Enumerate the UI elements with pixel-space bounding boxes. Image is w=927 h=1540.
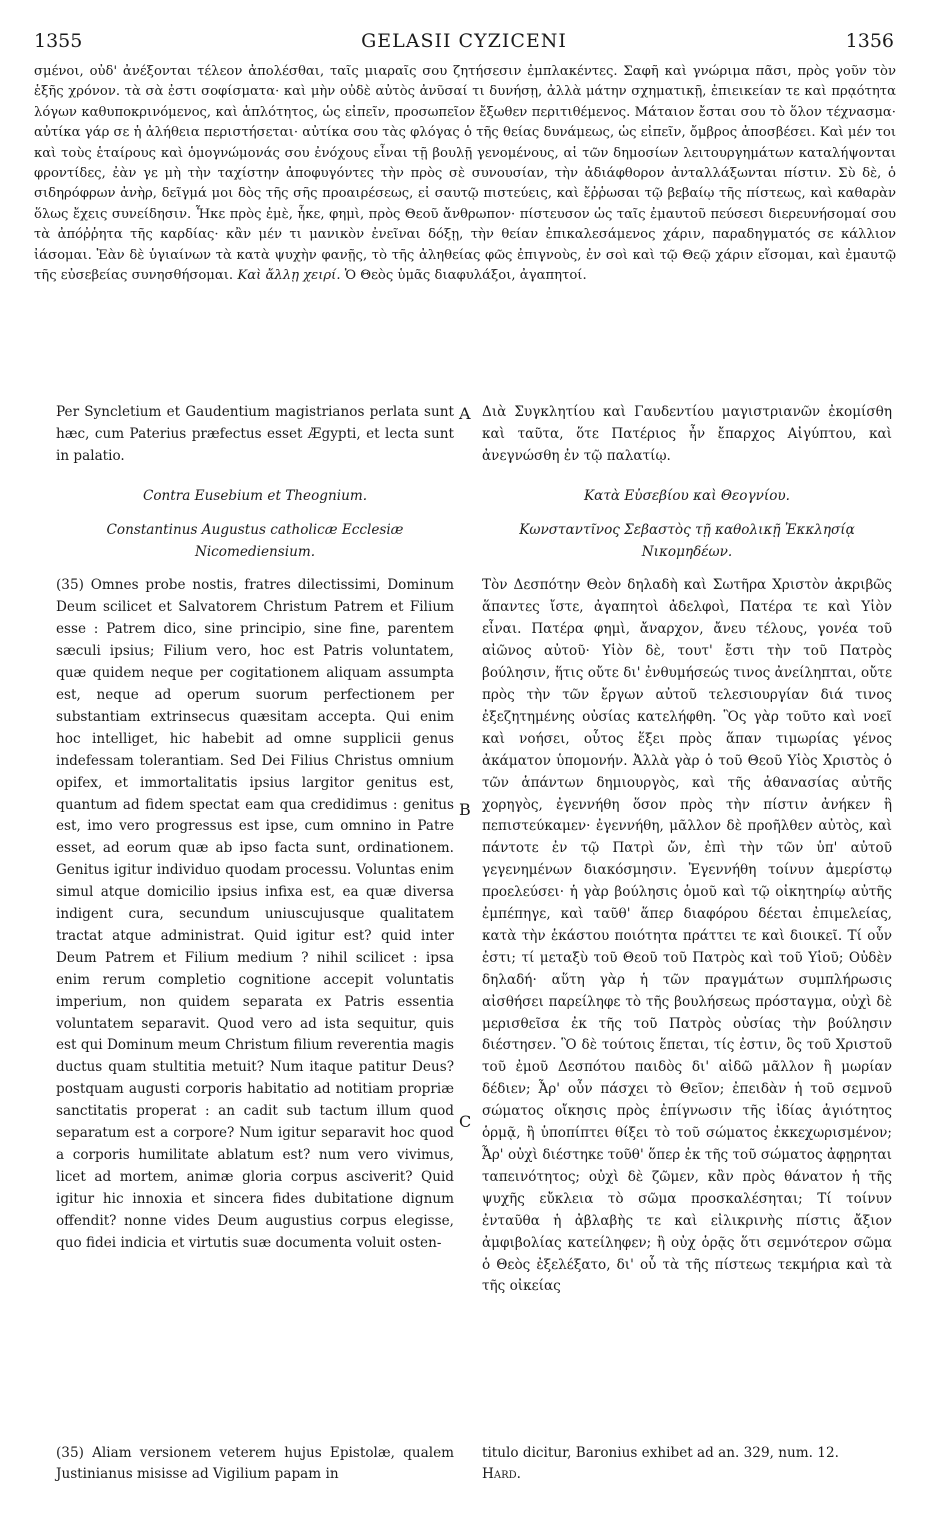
margin-marker-b: B: [459, 800, 471, 819]
greek-continuation-text: [34, 62, 896, 286]
latin-heading-address: Constantinus Augustus catholicæ Ecclesiæ Nicomediensium.: [106, 521, 404, 560]
latin-column: [56, 402, 454, 1255]
greek-top-end: Ὁ Θεὸς ὑμᾶς διαφυλάξοι, ἀγαπητοί.: [344, 268, 587, 284]
greek-body: Τὸν Δεσπότην Θεὸν δηλαδὴ καὶ Σωτῆρα Χριστὸν ἀκριβῶς ἅπαντες ἴστε, ἀγαπητοὶ ἀδελφοὶ, Πατέρα τε καὶ Υἱὸν εἶναι. Πατέρα φημὶ, ἄναρχον, ἄνευ τέλους, γονέα τοῦ αἰῶνος αὐτοῦ· Υἱὸν δὲ, τουτ' ἔστι τὴν τοῦ Πατρὸς βούλησιν, ἥτις οὔτε δι' ἐνθυμήσεώς τινος ἀνείληπται, οὔτε πρὸς τὴν τῶν ἔργων αὐτοῦ τελεσιουργίαν διά τινος ἐξεζητημένης οὐσίας κατελήφθη. Ὃς γὰρ τοῦτο καὶ νοεῖ καὶ νοήσει, οὗτος ἕξει πρὸς ἅπαν τιμωρίας γένος ἀκάματον ὑπομονήν. Ἀλλὰ γὰρ ὁ τοῦ Θεοῦ Υἱὸς Χριστὸς ὁ τῶν ἁπάντων δημιουργὸς, καὶ τῆς ἀθανασίας αὐτῆς χορηγὸς, ἐγεννήθη ὅσον πρὸς τὴν πίστιν ἀνήκεν ἣ πεπιστεύκαμεν· ἐγεννήθη, μᾶλλον δὲ προῆλθεν αὐτὸς, καὶ πάντοτε ἐν τῷ Πατρὶ ὤν, ἐπὶ τὴν τῶν ὑπ' αὐτοῦ γεγενημένων διακόσμησιν. Ἐγεννήθη τοίνυν ἀμερίστῳ προελεύσει· ἡ γὰρ βούλησις ὁμοῦ καὶ τῷ οἰκητηρίῳ αὐτῆς ἐμπέπηγε, καὶ ταῦθ' ἅπερ διαφόρου δέεται ἐπιμελείας, κατὰ τὴν ἑκάστου ποιότητα πράττει τε καὶ διοικεῖ. Τί οὖν ἐστι; τί μεταξὺ τοῦ Θεοῦ τοῦ Πατρὸς καὶ τοῦ Υἱοῦ; Οὐδὲν δηλαδή· αὕτη γὰρ ἡ τῶν πραγμάτων συμπλήρωσις αἰσθήσει παρείληφε τὸ τῆς βουλήσεως πρόσταγμα, οὐχὶ δὲ μερισθεῖσα ἐκ τῆς τοῦ Πατρὸς οὐσίας τὴν βούλησιν διέστησεν. Ὃ δὲ τούτοις ἕπεται, τίς ἐστιν, ὃς τοῦ Χριστοῦ τοῦ ἐμοῦ Δεσπότου παιδὸς δι' αἰδῶ μᾶλλον ἢ μωρίαν δέδιεν; Ἆρ' οὖν πάσχει τὸ Θεῖον; ἐπειδὰν ἡ τοῦ σεμνοῦ σώματος οἴκησις πρὸς ἐπίγνωσιν τῆς ἰδίας ἁγιότητος ὁρμᾷ, ἢ ὑποπίπτει θίξει τὸ τοῦ σώματος ἐκκεχωρισμένον; Ἆρ' οὐχὶ διέστηκε τοῦθ' ὅπερ ἐκ τῆς τοῦ σώματος ἀφῃρηται ταπεινότητος; οὐχὶ δὲ ζῶμεν, κἂν πρὸς θάνατον ἡ τῆς ψυχῆς εὔκλεια τὸ σῶμα προσκαλέσηται; Τί τοίνυν ἐνταῦθα ἡ ἀβλαβὴς τε καὶ εἰλικρινὴς πίστις ἄξιον ἀμφιβολίας κατείληφεν; ἢ οὐχ ὁρᾷς ὅτι σεμνότερον σῶμα ὁ Θεὸς ἐξελέξατο, δι' οὗ τὰ τῆς πίστεως τεκμήρια καὶ τὰ τῆς οἰκείας: [482, 577, 892, 1295]
greek-intro: Διὰ Συγκλητίου καὶ Γαυδεντίου μαγιστριανῶν ἐκομίσθη καὶ ταῦτα, ὅτε Πατέριος ἦν ἔπαρχος Αἰγύπτου, καὶ ἀνεγνώσθη ἐν τῷ παλατίῳ.: [482, 404, 892, 464]
greek-heading-contra: Κατὰ Εὐσεβίου καὶ Θεογνίου.: [584, 487, 790, 504]
footnote-right: [482, 1443, 892, 1485]
page-header: [34, 28, 894, 60]
latin-heading-contra: Contra Eusebium et Theognium.: [142, 487, 368, 504]
margin-marker-c: C: [459, 1112, 472, 1131]
greek-top-body: σμένοι, οὐδ' ἀνέξονται τέλεον ἀπολέσθαι, ταῖς μιαραῖς σου ζητήσεσιν ἐμπλακέντες. Σαφῆ καὶ γνώριμα πᾶσι, πρὸς γοῦν τὸν ἑξῆς χρόνον. τὰ σὰ ἐστι σοφίσματα· καὶ μὴν οὐδὲ αὐτὸς ἀνῦσαί τι δυνήσῃ, ἀλλὰ μάτην σχηματικῇ, ἐπιεικείαν τε καὶ πρᾳότητα λόγων καθυποκρινόμενος, καὶ ἁπλότητος, ὡς εἰπεῖν, προσωπεῖον ἔξωθεν περιτιθέμενος. Μάταιον ἔσται σου τὸ ὅλον τέχνασμα· αὐτίκα γάρ σε ἡ ἀλήθεια περιστήσεται· αὐτίκα σου τὰς φλόγας ὁ τῆς θείας δυνάμεως, ὡς εἰπεῖν, ὄμβρος ἀποσβέσει. Καὶ μέν τοι καὶ τοὺς ἑταίρους καὶ ὁμογνώμονάς σου ἐνόχους εἶναι τῇ βουλῇ γενομένους, αἱ τῶν δημοσίων λειτουργημάτων καταλήψονται φροντίδες, ἐὰν γε μὴ τὴν ταχίστην ἀποφυγόντες τὴν πρὸς σὲ συνουσίαν, τὴν ἀδιάφθορον ἀνταλλάξωνται πίστιν. Σὺ δὲ, ὁ σιδηρόφρων ἀνὴρ, δεῖγμά μοι δὸς τῆς σῆς προαιρέσεως, εἰ σαυτῷ πιστεύεις, καὶ ἔῤῥωσαι τῷ βεβαίῳ τῆς πίστεως, καὶ καθαρὰν ὅλως ἔχεις συνείδησιν. Ἧκε πρὸς ἐμὲ, ἧκε, φημὶ, πρὸς Θεοῦ ἄνθρωπον· πίστευσον ὡς ταῖς ἐμαυτοῦ πεύσεσι διερευνήσομαί σου τὰ ἀπόῤῥητα τῆς καρδίας· κἂν μέν τι μανικὸν ἐνεῖναι δόξῃ, τὴν θείαν ἐπικαλεσάμενος χάριν, παραδηγματός σε κάλλιον ἰάσομαι. Ἐὰν δὲ ὑγιαίνων τὰ κατὰ ψυχὴν φανῇς, τὸ τῆς ἀληθείας φῶς ἐπιγνοὺς, ἐν σοὶ καὶ τῷ Θεῷ χάριν εἴσομαι, καὶ ἐμαυτῷ τῆς εὐσεβείας συνησθήσομαι.: [34, 64, 896, 284]
page-number-right: 1356: [845, 30, 894, 52]
footnote-left: (35) Aliam versionem veterem hujus Epistolæ, qualem Justinianus misisse ad Vigilium papam in: [56, 1445, 454, 1482]
running-title: GELASII CYZICENI: [361, 30, 567, 52]
greek-column: [482, 402, 892, 1298]
margin-marker-a: A: [459, 404, 471, 423]
greek-top-italic: Καὶ ἄλλῃ χειρί.: [237, 268, 341, 284]
footnote-signature: Hard.: [482, 1466, 521, 1482]
latin-intro: Per Syncletium et Gaudentium magistrianos perlata sunt hæc, cum Paterius præfectus esset Ægypti, et lecta sunt in palatio.: [56, 404, 454, 464]
footnote-right-text: titulo dicitur, Baronius exhibet ad an. 329, num. 12.: [482, 1445, 839, 1461]
greek-heading-address: Κωνσταντῖνος Σεβαστὸς τῇ καθολικῇ Ἐκκλησίᾳ Νικομηδέων.: [519, 521, 855, 560]
page-number-left: 1355: [34, 30, 83, 52]
latin-body: (35) Omnes probe nostis, fratres dilectissimi, Dominum Deum scilicet et Salvatorem Christum Patrem et Filium esse : Patrem dico, sine principio, sine fine, parentem sæculi ipsius; Filium vero, hoc est Patris voluntatem, quæ quidem neque per cogitationem aliquam assumpta est, neque ad operum suorum perfectionem per substantiam extrinsecus quæsitam accepta. Qui enim hoc intelliget, hic habebit ad omne supplicii genus indefessam tolerantiam. Sed Dei Filius Christus omnium opifex, et immortalitatis ipsius largitor genitus est, quantum ad fidem spectat eam qua credidimus : genitus est, imo vero progressus est ipse, cum omnino in Patre esset, ad eorum quæ ab ipso facta sunt, ordinationem. Genitus igitur individuo quodam processu. Voluntas enim simul atque domicilio ipsius infixa est, ea quæ diversa indigent cura, secundum uniuscujusque qualitatem tractat atque administrat. Quid igitur est? quid inter Deum Patrem et Filium medium ? nihil scilicet : ipsa enim rerum completio cognitione accepit voluntatis imperium, non quidem separata ex Patris essentia voluntatem separavit. Quod vero ad ista sequitur, quis est qui Dominum meum Christum filium reverentia magis ductus quam stultitia metuit? Num itaque patitur Deus? postquam augusti corporis habitatio ad notitiam propriæ sanctitatis properat : an cadit sub tactum illum quod separatum est a corpore? Num igitur separavit hoc quod a corporis humilitate ablatum est? num vero vivimus, licet ad mortem, animæ gloria corpus asciverit? Quid igitur hic innoxia et sincera fides dubitatione dignum offendit? nonne vides Deum augustius corpus elegisse, quo fidei indicia et virtutis suæ documenta voluit osten-: [56, 577, 454, 1251]
